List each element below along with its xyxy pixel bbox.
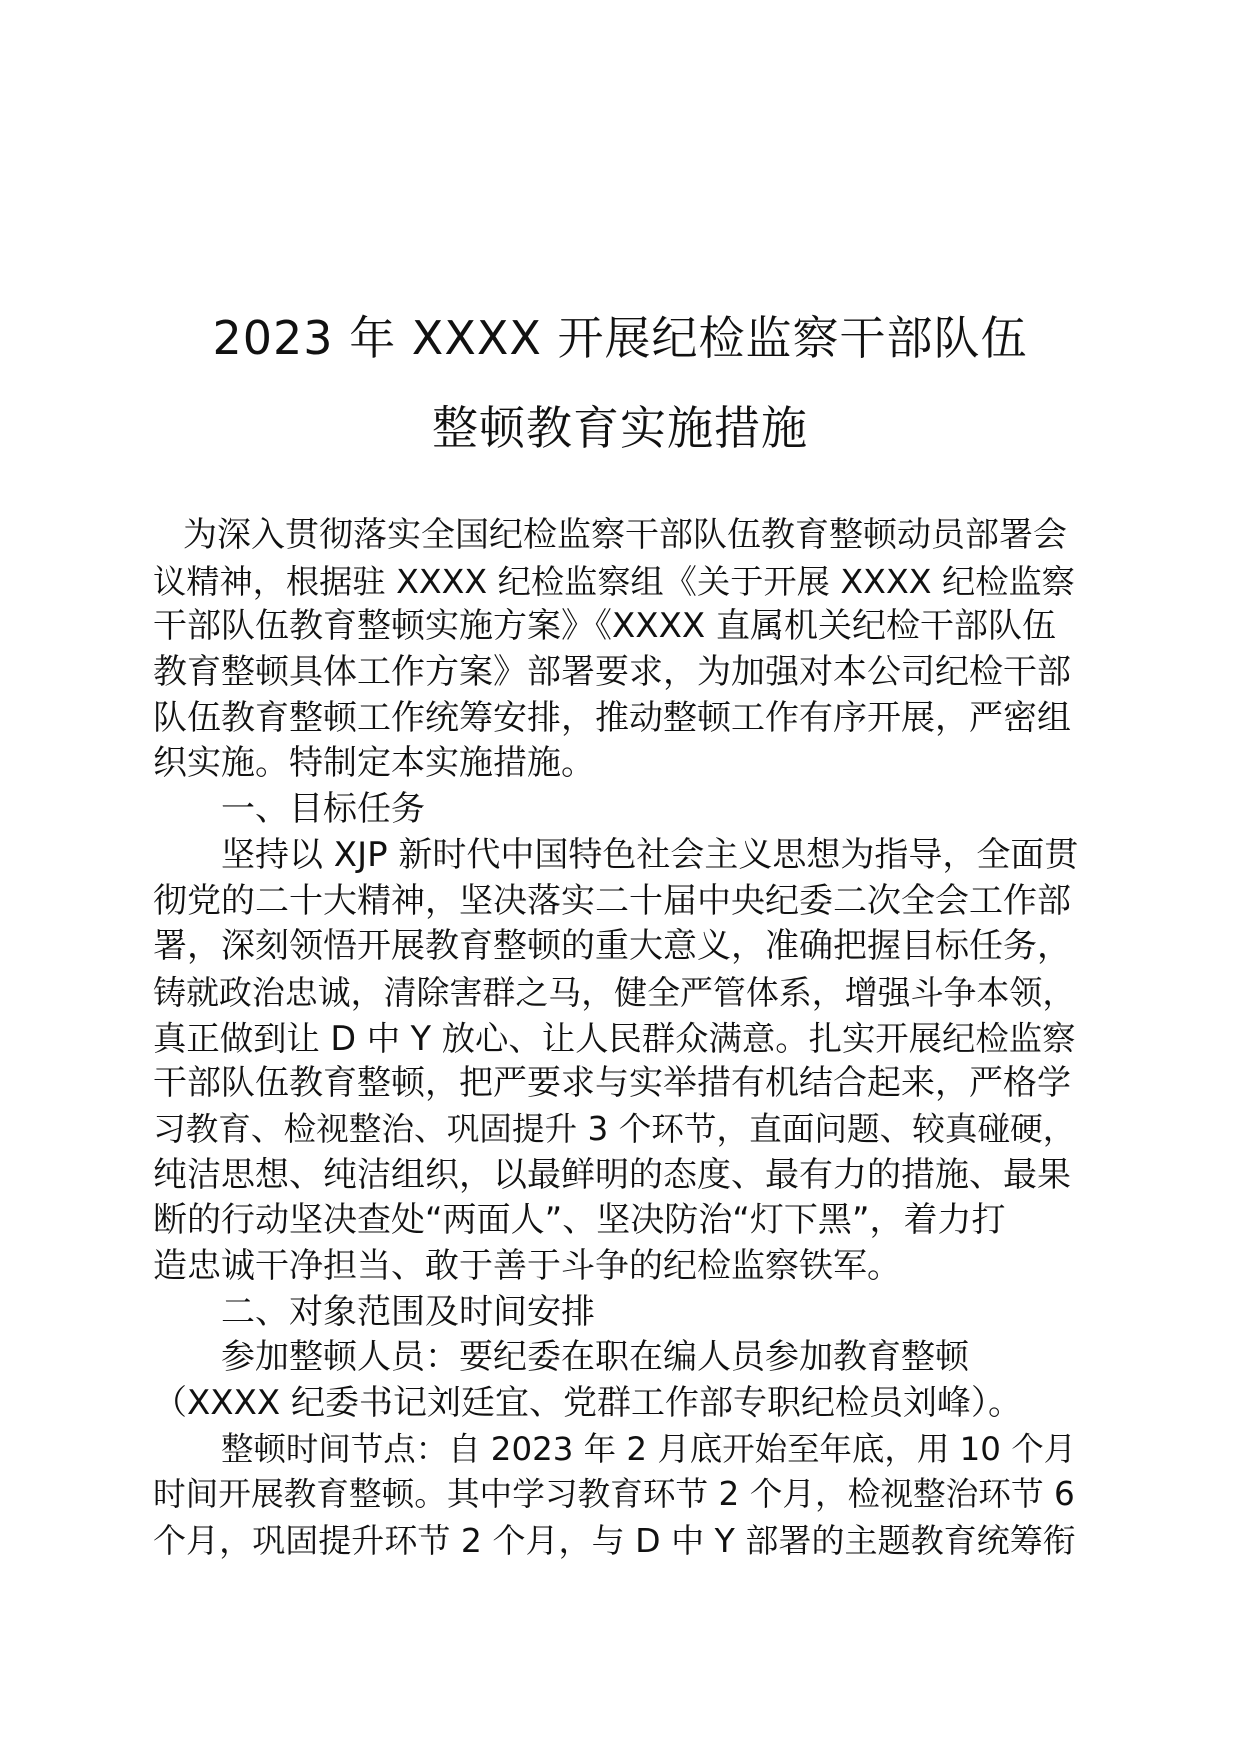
section-heading-scope: 二、对象范围及时间安排 [221,1291,595,1332]
body-line: 为深入贯彻落实全国纪检监察干部队伍教育整顿动员部署会 [183,515,1067,555]
document-title-line-2: 整顿教育实施措施 [432,401,808,455]
body-line: 彻党的二十大精神，坚决落实二十届中央纪委二次全会工作部 [153,880,1071,921]
body-line: 时间开展教育整顿。其中学习教育环节 2 个月，检视整治环节 6 [153,1475,1075,1514]
body-line: 教育整顿具体工作方案》部署要求，为加强对本公司纪检干部 [153,652,1071,693]
body-line: 整顿时间节点：自 2023 年 2 月底开始至年底，用 10 个月 [221,1429,1077,1468]
body-line: 署，深刻领悟开展教育整顿的重大意义，准确把握目标任务， [153,926,1071,967]
body-line: 队伍教育整顿工作统筹安排，推动整顿工作有序开展，严密组 [153,697,1071,738]
section-heading-goals: 一、目标任务 [221,789,425,830]
body-line: 习教育、检视整治、巩固提升 3 个环节，直面问题、较真碰硬， [153,1109,1076,1148]
document-body [153,513,1085,1564]
body-line: 干部队伍教育整顿，把严要求与实举措有机结合起来，严格学 [153,1063,1071,1104]
body-line: 议精神，根据驻 XXXX 纪检监察组《关于开展 XXXX 纪检监察 [153,561,1075,601]
body-line: 干部队伍教育整顿实施方案》《XXXX 直属机关纪检干部队伍 [153,606,1056,647]
body-line: （XXXX 纪委书记刘廷宜、党群工作部专职纪检员刘峰）。 [153,1383,1022,1424]
body-line: 造忠诚干净担当、敢于善于斗争的纪检监察铁军。 [153,1246,901,1286]
body-line: 真正做到让 D 中 Y 放心、让人民群众满意。扎实开展纪检监察 [153,1018,1076,1058]
body-line: 坚持以 XJP 新时代中国特色社会主义思想为指导，全面贯 [221,834,1079,875]
body-line: 铸就政治忠诚，清除害群之马，健全严管体系，增强斗争本领， [153,972,1076,1012]
body-line: 纯洁思想、纯洁组织，以最鲜明的态度、最有力的措施、最果 [153,1154,1071,1195]
body-line: 个月，巩固提升环节 2 个月，与 D 中 Y 部署的主题教育统筹衔 [153,1521,1076,1561]
body-line: 参加整顿人员：要纪委在职在编人员参加教育整顿 [221,1337,969,1378]
body-line: 断的行动坚决查处“两面人”、坚决防治“灯下黑”，着力打 [153,1200,1006,1241]
document-title-line-1: 2023 年 XXXX 开展纪检监察干部队伍 [212,311,1028,365]
body-line: 织实施。特制定本实施措施。 [153,743,595,784]
